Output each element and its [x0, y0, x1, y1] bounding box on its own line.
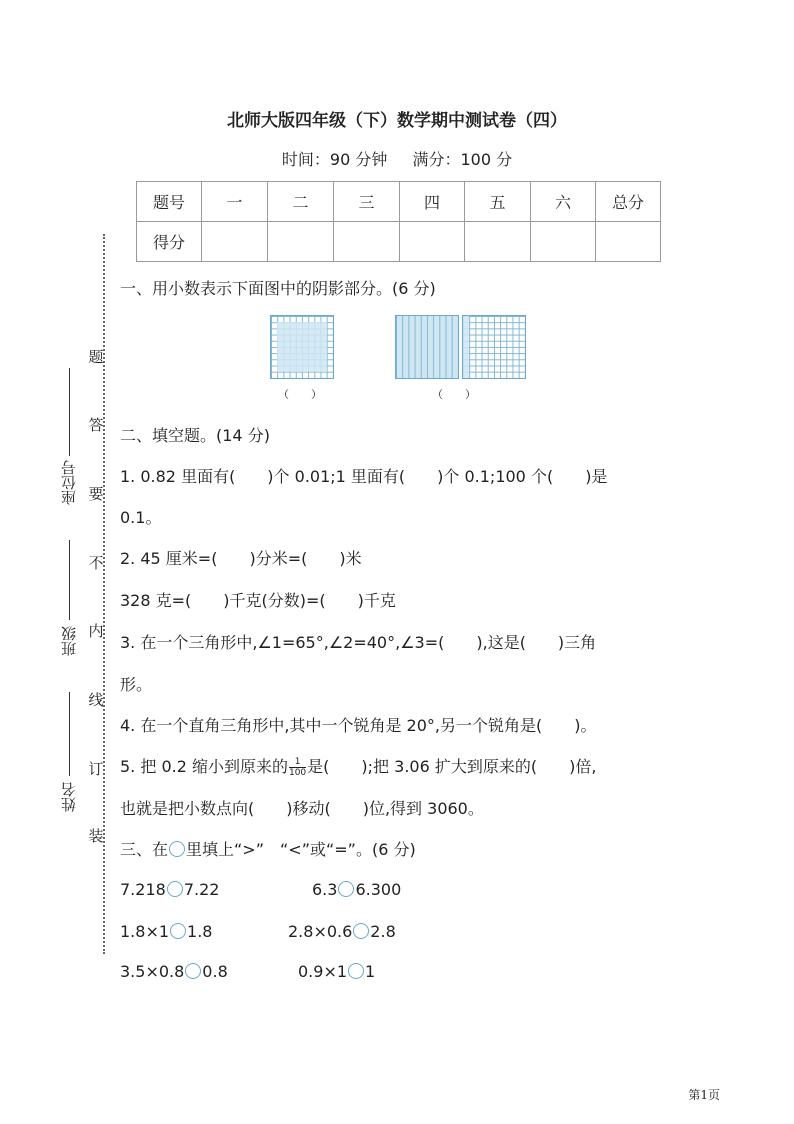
class-label: 班级 [60, 626, 78, 656]
compare-left: 7.218 [120, 880, 166, 899]
side-char: 线 [88, 691, 104, 709]
compare-item [120, 962, 228, 981]
page-title: 北师大版四年级（下）数学期中测试卷（四） [227, 111, 567, 131]
compare-right: 6.300 [355, 880, 402, 899]
score-input-cell[interactable] [268, 222, 334, 262]
compare-left: 1.8×1 [120, 922, 170, 941]
score-table-score-row [137, 222, 661, 262]
question-5-line-a [120, 754, 596, 778]
score-cell: 三 [334, 182, 400, 222]
side-char: 不 [88, 554, 104, 572]
question-1-line-b: 0.1。 [120, 508, 162, 527]
fraction [289, 757, 306, 778]
fraction-denominator: 100 [288, 768, 307, 778]
side-char: 答 [88, 416, 104, 434]
score-cell: 题号 [137, 182, 202, 222]
compare-right: 7.22 [183, 880, 220, 899]
side-char: 要 [88, 485, 104, 503]
side-char: 内 [88, 622, 104, 640]
score-input-cell[interactable] [334, 222, 400, 262]
compare-left: 3.5×0.8 [120, 962, 185, 981]
section3-heading-post: 里填上“>” “<”或“=”。(6 分) [186, 840, 416, 859]
compare-left: 0.9×1 [298, 962, 348, 981]
grid-figure-c [462, 315, 526, 379]
score-cell: 四 [400, 182, 465, 222]
score-cell: 二 [268, 182, 334, 222]
question-4: 4. 在一个直角三角形中,其中一个锐角是 20°,另一个锐角是( )。 [120, 716, 597, 735]
exam-full-score: 满分：100 分 [412, 150, 513, 169]
grid-figure-a [270, 315, 334, 379]
seat-label: 座位号 [60, 460, 78, 505]
compare-left: 6.3 [312, 880, 338, 899]
question-5-line-b: 也就是把小数点向( )移动( )位,得到 3060。 [120, 799, 484, 818]
compare-circle-input[interactable] [185, 963, 201, 979]
grid-shaded-region [463, 316, 469, 378]
question-5-post: 是( );把 3.06 扩大到原来的( )倍, [307, 757, 597, 776]
compare-circle-input[interactable] [167, 881, 183, 897]
compare-circle-input[interactable] [348, 963, 364, 979]
name-write-line[interactable] [69, 692, 70, 776]
score-table [136, 181, 661, 262]
question-3-line-b: 形。 [120, 675, 153, 694]
question-3-line-a: 3. 在一个三角形中,∠1=65°,∠2=40°,∠3=( ),这是( )三角 [120, 633, 597, 652]
side-char: 装 [88, 827, 104, 845]
score-input-cell[interactable] [400, 222, 465, 262]
score-cell: 得分 [137, 222, 202, 262]
compare-right: 1 [365, 962, 376, 981]
question-2-line-a: 2. 45 厘米=( )分米=( )米 [120, 549, 362, 568]
section2-heading: 二、填空题。(14 分) [120, 426, 270, 445]
answer-paren-a[interactable]: （ ） [278, 388, 322, 401]
compare-circle-input[interactable] [353, 923, 369, 939]
compare-right: 0.8 [202, 962, 228, 981]
grid-figure-b [395, 315, 459, 379]
compare-right: 1.8 [187, 922, 213, 941]
grid-shaded-region [277, 322, 327, 372]
score-input-cell[interactable] [465, 222, 531, 262]
fraction-numerator: 1 [289, 757, 306, 768]
seat-write-line[interactable] [69, 368, 70, 456]
class-write-line[interactable] [69, 540, 70, 620]
score-cell: 总分 [596, 182, 661, 222]
compare-left: 2.8×0.6 [288, 922, 353, 941]
side-char: 订 [88, 760, 104, 778]
binding-dotted-line [103, 234, 105, 954]
page-number: 第1页 [688, 1088, 720, 1102]
score-input-cell[interactable] [202, 222, 268, 262]
compare-circle-input[interactable] [170, 923, 186, 939]
compare-item [288, 922, 396, 941]
compare-circle-input[interactable] [338, 881, 354, 897]
circle-icon [169, 841, 185, 857]
question-2-line-b: 328 克=( )千克(分数)=( )千克 [120, 591, 396, 610]
name-label: 姓名 [60, 782, 78, 812]
score-input-cell[interactable] [596, 222, 661, 262]
score-cell: 一 [202, 182, 268, 222]
section1-heading: 一、用小数表示下面图中的阴影部分。(6 分) [120, 279, 436, 298]
score-input-cell[interactable] [531, 222, 596, 262]
compare-item [312, 880, 401, 899]
compare-item [120, 880, 219, 899]
score-table-header-row [137, 182, 661, 222]
compare-item [298, 962, 375, 981]
compare-right: 2.8 [370, 922, 396, 941]
score-cell: 五 [465, 182, 531, 222]
side-char: 题 [88, 348, 104, 366]
section3-heading-pre: 三、在 [120, 840, 169, 859]
question-1-line-a: 1. 0.82 里面有( )个 0.01;1 里面有( )个 0.1;100 个( )是 [120, 467, 608, 486]
answer-paren-b[interactable]: （ ） [432, 388, 476, 401]
question-5-pre: 5. 把 0.2 缩小到原来的 [120, 757, 288, 776]
compare-item [120, 922, 212, 941]
exam-time: 时间：90 分钟 [281, 150, 388, 169]
exam-info [0, 147, 794, 170]
score-cell: 六 [531, 182, 596, 222]
section3-heading [120, 837, 416, 860]
